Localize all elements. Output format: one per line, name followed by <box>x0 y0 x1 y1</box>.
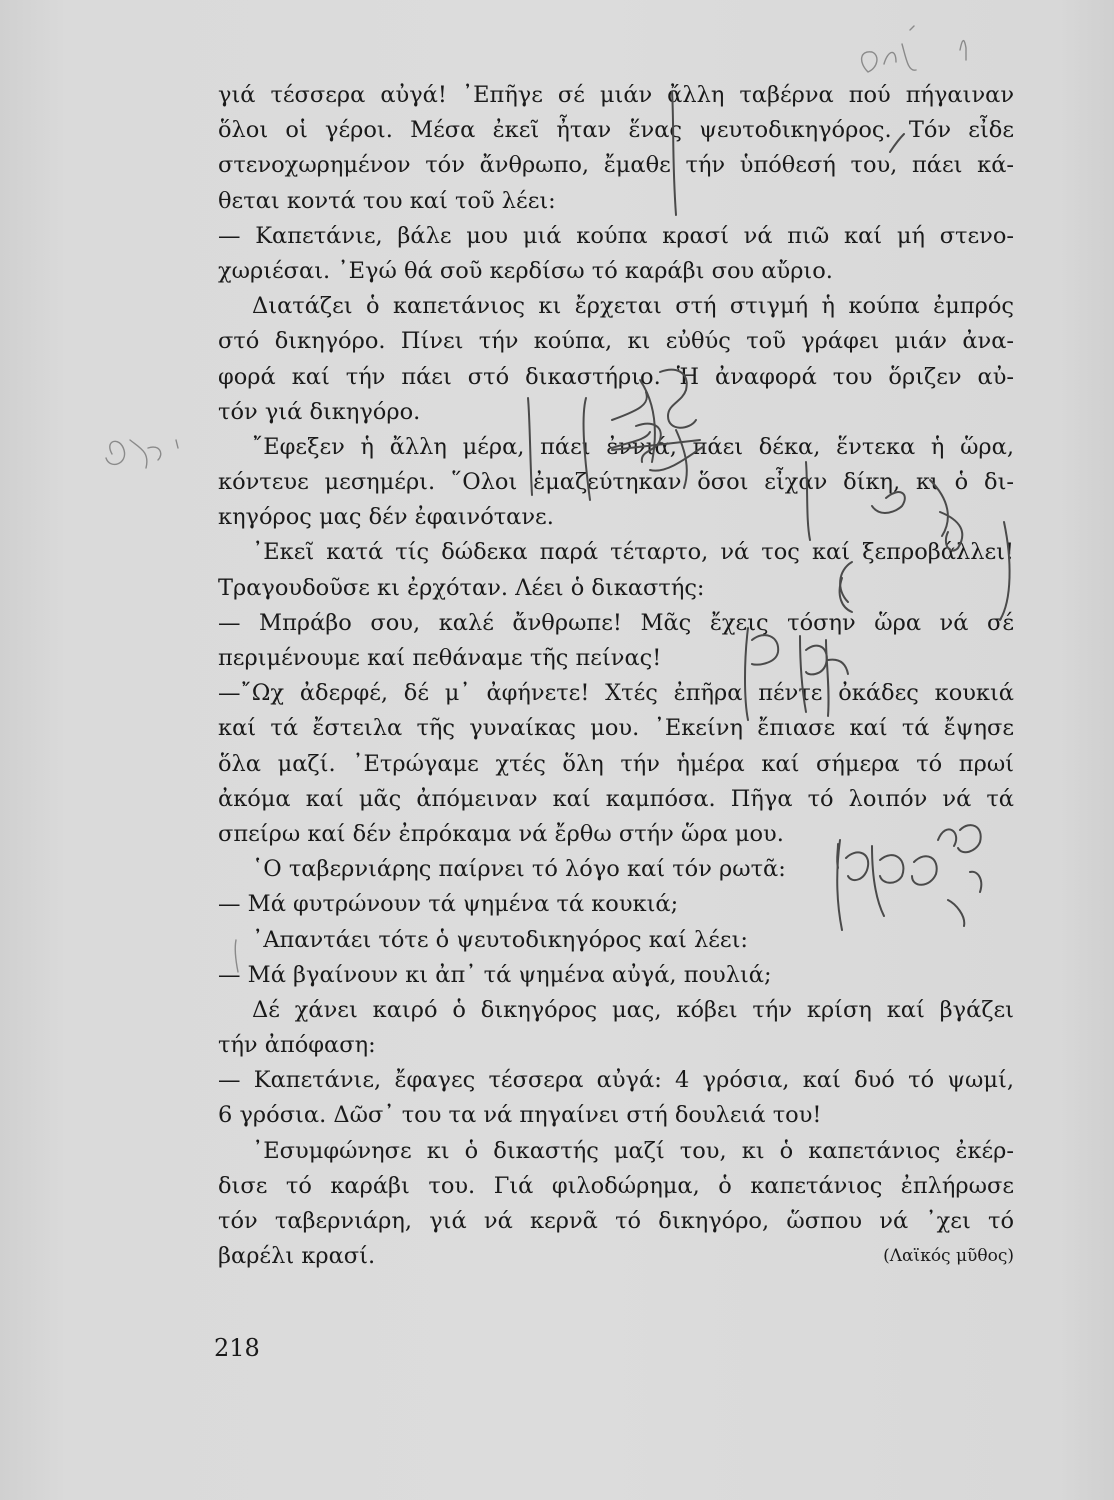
text-line: ὅλοι οἱ γέροι. Μέσα ἐκεῖ ἦταν ἕνας ψευτοδικηγόρος. Τόν εἶδε <box>218 117 1014 144</box>
text-line-content: βαρέλι κρασί. <box>218 1243 376 1270</box>
text-line: κηγόρος μας δέν ἐφαινότανε. <box>218 504 554 531</box>
text-line: — Μπράβο σου, καλέ ἄνθρωπε! Μᾶς ἔχεις τόσην ὥρα νά σέ <box>218 609 1014 636</box>
text-line <box>218 1239 1014 1274</box>
text-line: δισε τό καράβι του. Γιά φιλοδώρημα, ὁ καπετάνιος ἐπλήρωσε <box>218 1172 1014 1199</box>
text-line: ᾿Εκεῖ κατά τίς δώδεκα παρά τέταρτο, νά τος καί ξεπροβάλλει! <box>252 539 1014 566</box>
text-line: τήν ἀπόφαση: <box>218 1032 376 1059</box>
text-line: περιμένουμε καί πεθάναμε τῆς πείνας! <box>218 645 662 671</box>
margin-scribble-left <box>106 440 178 468</box>
text-line: — Μά φυτρώνουν τά ψημένα τά κουκιά; <box>218 891 679 918</box>
text-line: στενοχωρημένον τόν ἄνθρωπο, ἔμαθε τήν ὑπόθεσή του, πάει κά- <box>218 152 1014 179</box>
text-line: Διατάζει ὁ καπετάνιος κι ἔρχεται στή στιγμή ἡ κούπα ἐμπρός <box>252 293 1014 320</box>
text-line: —῎Ωχ ἀδερφέ, δέ μ᾿ ἀφήνετε! Χτές ἐπῆρα πέντε ὀκάδες κουκιά <box>218 680 1014 707</box>
text-line: — Μά βγαίνουν κι ἀπ᾿ τά ψημένα αὐγά, πουλιά; <box>218 961 772 988</box>
attribution: (Λαϊκός μῦθος) <box>883 1246 1014 1267</box>
text-line: ῎Εφεξεν ἡ ἄλλη μέρα, πάει ἐννιά, πάει δέκα, ἕντεκα ἡ ὥρα, <box>252 433 1014 460</box>
text-line: τόν ταβερνιάρη, γιά νά κερνᾶ τό δικηγόρο, ὥσπου νά ᾿χει τό <box>218 1208 1014 1234</box>
text-line: ἀκόμα καί μᾶς ἀπόμειναν καί καμπόσα. Πῆγα τό λοιπόν νά τά <box>218 785 1014 812</box>
text-line: σπείρω καί δέν ἐπρόκαμα νά ἔρθω στήν ὥρα μου. <box>218 820 784 847</box>
text-line: χωριέσαι. ᾿Εγώ θά σοῦ κερδίσω τό καράβι σου αὔριο. <box>218 257 833 284</box>
text-line: ᾿Απαντάει τότε ὁ ψευτοδικηγόρος καί λέει: <box>252 926 748 953</box>
margin-scribble-top <box>862 26 966 72</box>
text-line: ὅλα μαζί. ᾿Ετρώγαμε χτές ὅλη τήν ἡμέρα καί σήμερα τό πρωί <box>218 750 1014 777</box>
story-text <box>218 78 1014 1274</box>
text-line: θεται κοντά του καί τοῦ λέει: <box>218 187 556 214</box>
text-line: Τραγουδοῦσε κι ἐρχόταν. Λέει ὁ δικαστής: <box>218 574 705 601</box>
text-line: — Καπετάνιε, ἔφαγες τέσσερα αὐγά: 4 γρόσια, καί δυό τό ψωμί, <box>218 1067 1014 1094</box>
text-line: — Καπετάνιε, βάλε μου μιά κούπα κρασί νά πιῶ καί μή στενο- <box>218 222 1014 249</box>
text-line: στό δικηγόρο. Πίνει τήν κούπα, κι εὐθύς τοῦ γράφει μιάν ἀνα- <box>218 328 1014 355</box>
text-line: τόν γιά δικηγόρο. <box>218 398 421 425</box>
text-line: κόντευε μεσημέρι. ῞Ολοι ἐμαζεύτηκαν ὅσοι εἶχαν δίκη, κι ὁ δι- <box>218 469 1014 496</box>
text-line: φορά καί τήν πάει στό δικαστήριο. Ἡ ἀναφορά του ὅριζεν αὐ- <box>218 363 1014 390</box>
text-line: γιά τέσσερα αὐγά! ᾿Επῆγε σέ μιάν ἄλλη ταβέρνα πού πήγαιναν <box>218 82 1014 108</box>
page-number: 218 <box>214 1334 260 1362</box>
text-line: καί τά ἔστειλα τῆς γυναίκας μου. ᾿Εκείνη ἔπιασε καί τά ἔψησε <box>218 715 1014 742</box>
text-line: Δέ χάνει καιρό ὁ δικηγόρος μας, κόβει τήν κρίση καί βγάζει <box>252 996 1014 1023</box>
text-line: ῾Ο ταβερνιάρης παίρνει τό λόγο καί τόν ρωτᾶ: <box>252 856 786 883</box>
text-line: 6 γρόσια. Δῶσ᾿ του τα νά πηγαίνει στή δουλειά του! <box>218 1102 822 1129</box>
text-line: ᾿Εσυμφώνησε κι ὁ δικαστής μαζί του, κι ὁ καπετάνιος ἐκέρ- <box>252 1137 1014 1164</box>
